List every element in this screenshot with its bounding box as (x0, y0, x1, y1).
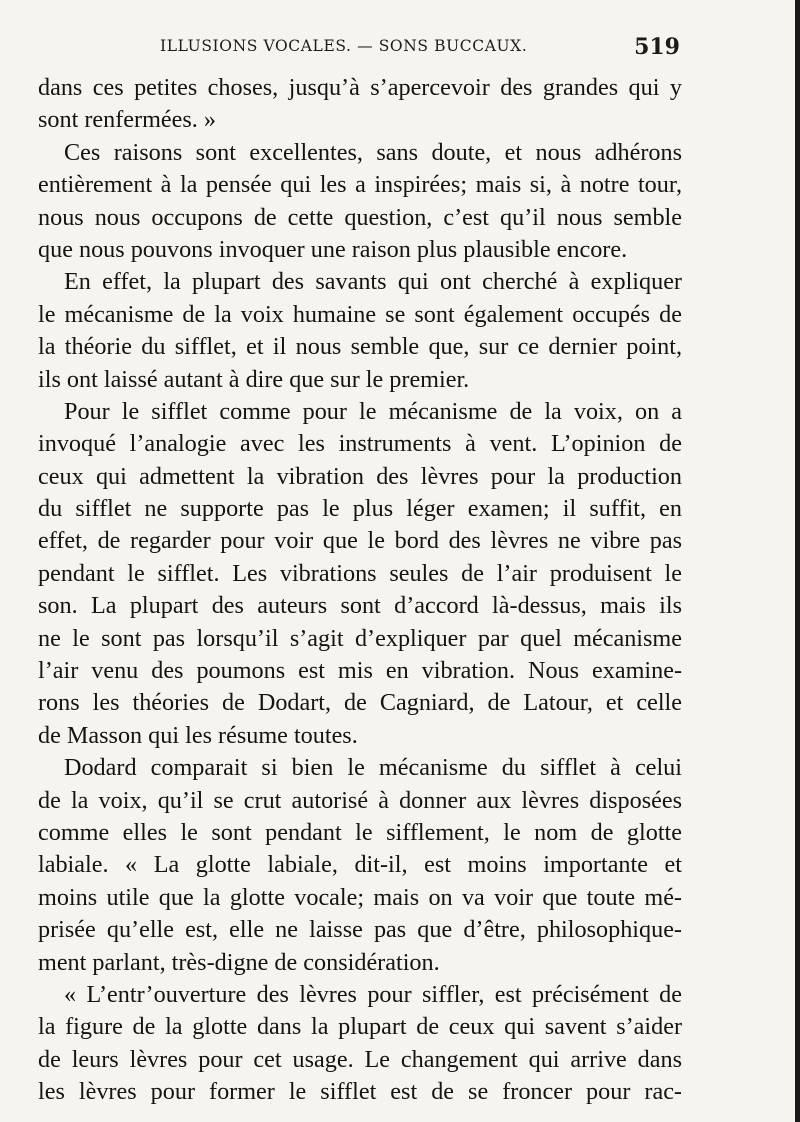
text-line: ment parlant, très-digne de considération. (38, 948, 440, 976)
text-line: de la voix, qu’il se crut autorisé à donner aux lèvres disposées (38, 786, 682, 814)
text-line: sont renfermées. » (38, 106, 216, 134)
text-line: de leurs lèvres pour cet usage. Le changement qui arrive dans (38, 1045, 682, 1073)
text-line: prisée qu’elle est, elle ne laisse pas que d’être, philosophique- (38, 916, 682, 944)
text-line: entièrement à la pensée qui les a inspirées; mais si, à notre tour, (38, 171, 682, 199)
text-line: dans ces petites choses, jusqu’à s’apercevoir des grandes qui y (38, 74, 682, 101)
text-line: du sifflet ne supporte pas le plus léger examen; il suffit, en (38, 495, 682, 523)
text-line: comme elles le sont pendant le sifflement, le nom de glotte (38, 818, 682, 846)
text-line: ne le sont pas lorsqu’il s’agit d’expliquer par quel mécanisme (38, 624, 682, 652)
body-text (38, 72, 682, 1109)
text-line: effet, de regarder pour voir que le bord des lèvres ne vibre pas (38, 527, 682, 555)
page-number: 519 (634, 34, 680, 60)
text-line: la figure de la glotte dans la plupart de ceux qui savent s’aider (38, 1013, 682, 1041)
text-line: l’air venu des poumons est mis en vibration. Nous examine- (38, 657, 682, 685)
text-line: ceux qui admettent la vibration des lèvres pour la production (38, 462, 682, 490)
text-line: que nous pouvons invoquer une raison plus plausible encore. (38, 235, 628, 263)
scan-edge (795, 0, 800, 1122)
text-line: le mécanisme de la voix humaine se sont également occupés de (38, 300, 682, 328)
text-line: moins utile que la glotte vocale; mais on va voir que toute mé- (38, 883, 682, 911)
text-line: pendant le sifflet. Les vibrations seules de l’air produisent le (38, 559, 682, 587)
text-line: Dodard comparait si bien le mécanisme du sifflet à celui (64, 754, 682, 782)
text-line: son. La plupart des auteurs sont d’accord là-dessus, mais ils (38, 592, 682, 620)
text-line: la théorie du sifflet, et il nous semble que, sur ce dernier point, (38, 333, 682, 361)
text-line: En effet, la plupart des savants qui ont cherché à expliquer (64, 268, 682, 296)
running-head: ILLUSIONS VOCALES. — SONS BUCCAUX. (160, 37, 528, 55)
text-line: Ces raisons sont excellentes, sans doute, et nous adhérons (64, 138, 682, 166)
text-line: les lèvres pour former le sifflet est de se froncer pour rac- (38, 1078, 682, 1106)
text-line: nous nous occupons de cette question, c’est qu’il nous semble (38, 203, 682, 231)
text-line: Pour le sifflet comme pour le mécanisme de la voix, on a (64, 397, 682, 425)
text-line: labiale. « La glotte labiale, dit-il, est moins importante et (38, 851, 682, 879)
text-line: de Masson qui les résume toutes. (38, 721, 358, 749)
text-line: rons les théories de Dodart, de Cagniard, de Latour, et celle (38, 689, 682, 717)
text-line: invoqué l’analogie avec les instruments à vent. L’opinion de (38, 430, 682, 458)
text-line: ils ont laissé autant à dire que sur le premier. (38, 365, 470, 393)
text-line: « L’entr’ouverture des lèvres pour siffler, est précisément de (64, 980, 682, 1008)
